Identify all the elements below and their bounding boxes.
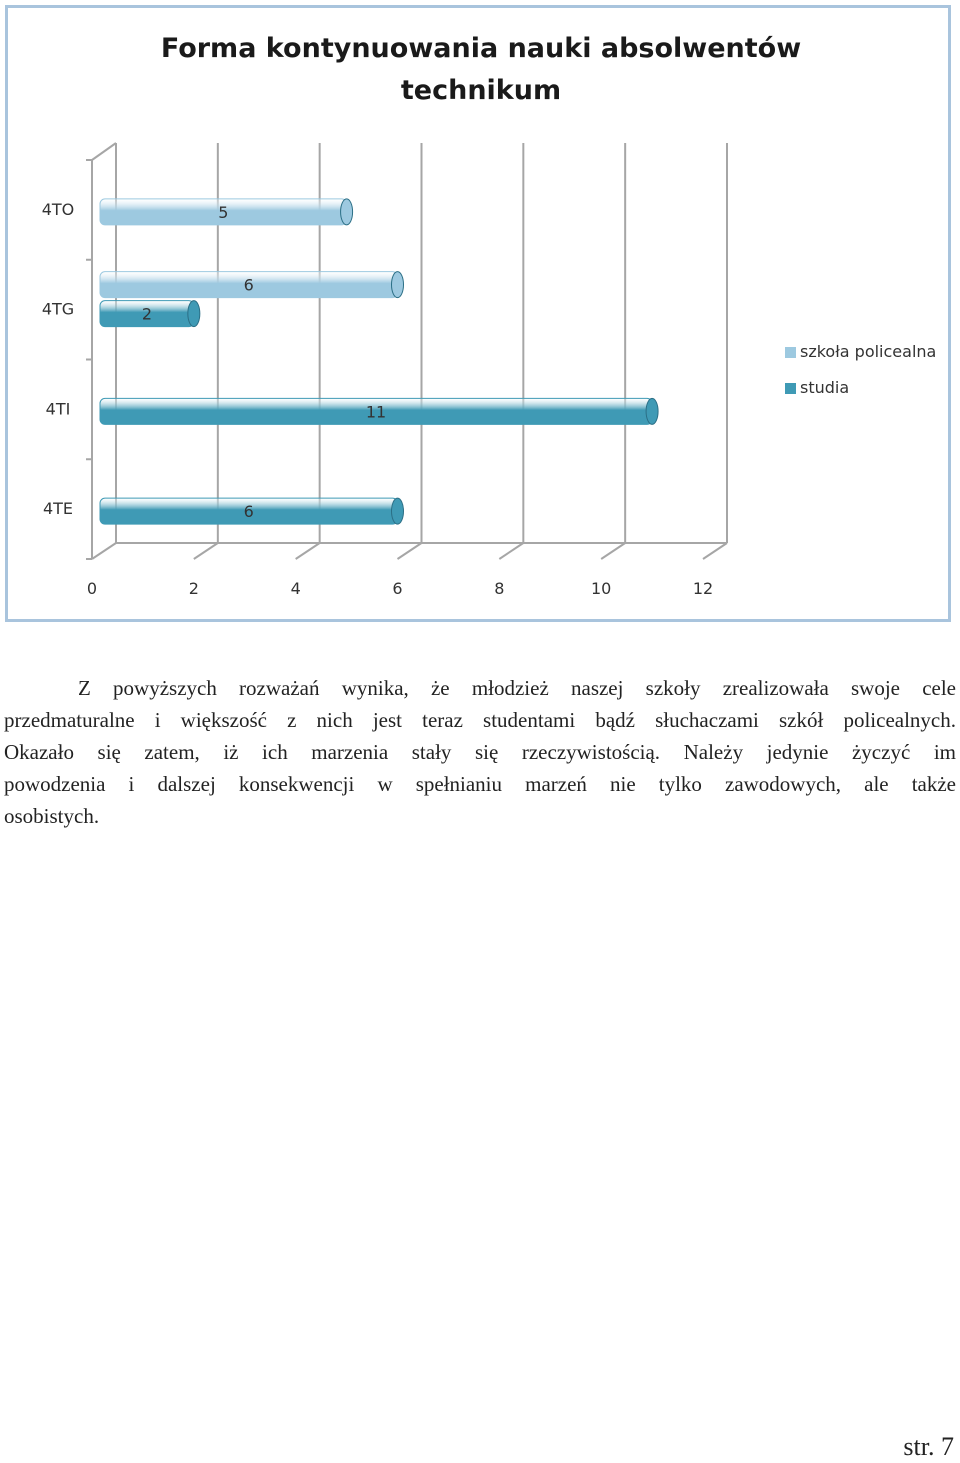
y-category-label: 4TE xyxy=(42,499,74,519)
x-tick-label: 12 xyxy=(692,579,714,598)
data-label: 2 xyxy=(141,304,153,324)
x-tick-label: 0 xyxy=(86,579,98,598)
data-label: 11 xyxy=(365,402,387,422)
y-category-label: 4TI xyxy=(45,399,71,419)
data-label: 5 xyxy=(218,202,229,222)
bar-end-cap xyxy=(341,199,353,225)
bar-end-cap xyxy=(392,272,404,298)
x-tick-label: 8 xyxy=(494,579,505,598)
floor-line xyxy=(194,543,218,559)
floor-line xyxy=(601,543,625,559)
floor-line xyxy=(499,543,523,559)
paragraph-line: przedmaturalne i większość z nich jest teraz studentami bądź słuchaczami szkół policealnych. xyxy=(4,708,956,732)
floor-line xyxy=(92,543,116,559)
floor-line xyxy=(398,543,422,559)
paragraph-line: osobistych. xyxy=(4,804,100,828)
legend-label: studia xyxy=(800,378,850,397)
chart-title-line-1: Forma kontynuowania nauki absolwentów xyxy=(160,33,802,64)
chart-title-line-2: technikum xyxy=(400,75,562,106)
x-tick-label: 6 xyxy=(392,579,403,598)
floor-line xyxy=(703,543,727,559)
paragraph-line: powodzenia i dalszej konsekwencji w spełnianiu marzeń nie tylko zawodowych, ale także xyxy=(4,772,956,796)
page-number: str. 7 xyxy=(903,1432,954,1461)
legend-label: szkoła policealna xyxy=(800,342,937,361)
x-tick-label: 10 xyxy=(590,579,612,598)
data-label: 6 xyxy=(243,502,254,522)
bar-end-cap xyxy=(188,301,200,327)
wall-top-edge xyxy=(92,143,116,160)
y-category-label: 4TO xyxy=(41,199,75,219)
legend-swatch xyxy=(785,383,796,394)
paragraph-line: Z powyższych rozważań wynika, że młodzież naszej szkoły zrealizowała swoje cele xyxy=(78,676,956,700)
y-category-label: 4TG xyxy=(41,299,75,319)
x-tick-label: 2 xyxy=(188,579,199,598)
bar-end-cap xyxy=(646,398,658,424)
legend-swatch xyxy=(785,347,796,358)
bar-chart xyxy=(8,8,948,619)
bar-end-cap xyxy=(392,498,404,524)
chart-frame xyxy=(5,5,951,622)
floor-line xyxy=(296,543,320,559)
data-label: 6 xyxy=(243,275,254,295)
x-tick-label: 4 xyxy=(290,579,301,598)
paragraph-line: Okazało się zatem, iż ich marzenia stały się rzeczywistością. Należy jedynie życzyć im xyxy=(4,740,956,764)
body-paragraph xyxy=(4,672,956,832)
